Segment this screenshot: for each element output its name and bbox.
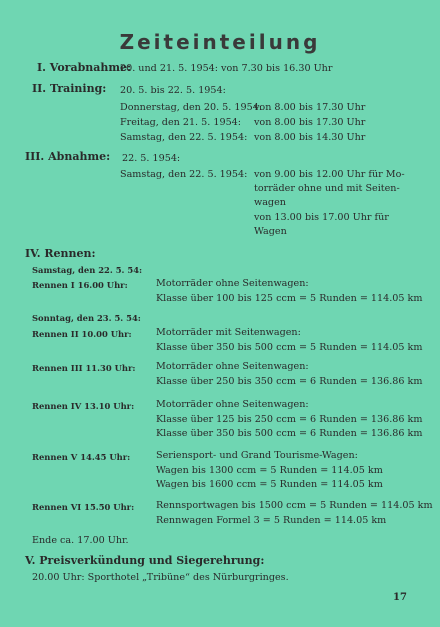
abnahme-day: Samstag, den 22. 5. 1954: — [120, 169, 248, 180]
training-day: Donnerstag, den 20. 5. 1954: — [120, 102, 263, 113]
page-number: 17 — [393, 592, 407, 603]
abnahme-line: von 13.00 bis 17.00 Uhr für — [254, 212, 389, 223]
training-time: von 8.00 bis 14.30 Uhr — [254, 132, 366, 143]
section-heading-abnahme: III. Abnahme: — [25, 150, 111, 163]
race-line: Klasse über 100 bis 125 ccm = 5 Runden = 114.05 km — [156, 293, 423, 304]
race-line: Klasse über 125 bis 250 ccm = 6 Runden = 136.86 km — [156, 414, 423, 425]
race-line: Motorräder ohne Seitenwagen: — [156, 361, 309, 372]
training-day: Samstag, den 22. 5. 1954: — [120, 132, 248, 143]
race-line: Klasse über 250 bis 350 ccm = 6 Runden = 136.86 km — [156, 376, 423, 387]
abnahme-line: Wagen — [254, 226, 287, 237]
race-line: Rennwagen Formel 3 = 5 Runden = 114.05 km — [156, 515, 387, 526]
race-line: Klasse über 350 bis 500 ccm = 6 Runden = 136.86 km — [156, 428, 423, 439]
training-day: Freitag, den 21. 5. 1954: — [120, 117, 242, 128]
race-label: Rennen III 11.30 Uhr: — [32, 363, 136, 373]
abnahme-line: wagen — [254, 197, 286, 208]
training-dates: 20. 5. bis 22. 5. 1954: — [120, 85, 226, 96]
preis-line: 20.00 Uhr: Sporthotel „Tribüne“ des Nürburgringes. — [32, 572, 289, 583]
race-line: Rennsportwagen bis 1500 ccm = 5 Runden = 114.05 km — [156, 500, 433, 511]
race-label: Rennen II 10.00 Uhr: — [32, 329, 132, 339]
rennen-end: Ende ca. 17.00 Uhr. — [32, 535, 129, 546]
page-title: Zeiteinteilung — [119, 30, 321, 54]
race-line: Motorräder ohne Seitenwagen: — [156, 278, 309, 289]
abnahme-date: 22. 5. 1954: — [122, 153, 181, 164]
vorabnahme-line: 20. und 21. 5. 1954: von 7.30 bis 16.30 Uhr — [120, 63, 333, 74]
section-heading-rennen: IV. Rennen: — [25, 247, 96, 260]
abnahme-line: torräder ohne und mit Seiten- — [254, 183, 400, 194]
race-line: Motorräder mit Seitenwagen: — [156, 327, 301, 338]
abnahme-line: von 9.00 bis 12.00 Uhr für Mo- — [254, 169, 405, 180]
race-line: Wagen bis 1300 ccm = 5 Runden = 114.05 km — [156, 465, 383, 476]
section-heading-vorabnahme: I. Vorabnahme: — [37, 61, 132, 74]
race-line: Seriensport- und Grand Tourisme-Wagen: — [156, 450, 358, 461]
rennen-day-sunday: Sonntag, den 23. 5. 54: — [32, 313, 141, 323]
section-heading-training: II. Training: — [32, 82, 107, 95]
race-line: Klasse über 350 bis 500 ccm = 5 Runden = 114.05 km — [156, 342, 423, 353]
race-label: Rennen V 14.45 Uhr: — [32, 452, 131, 462]
training-time: von 8.00 bis 17.30 Uhr — [254, 117, 366, 128]
race-line: Motorräder ohne Seitenwagen: — [156, 399, 309, 410]
rennen-day-saturday: Samstag, den 22. 5. 54: — [32, 265, 143, 275]
race-label: Rennen IV 13.10 Uhr: — [32, 401, 135, 411]
race-label: Rennen VI 15.50 Uhr: — [32, 502, 135, 512]
section-heading-preis: V. Preisverkündung und Siegerehrung: — [25, 554, 265, 567]
race-line: Wagen bis 1600 ccm = 5 Runden = 114.05 km — [156, 479, 383, 490]
training-time: von 8.00 bis 17.30 Uhr — [254, 102, 366, 113]
race-label: Rennen I 16.00 Uhr: — [32, 280, 128, 290]
